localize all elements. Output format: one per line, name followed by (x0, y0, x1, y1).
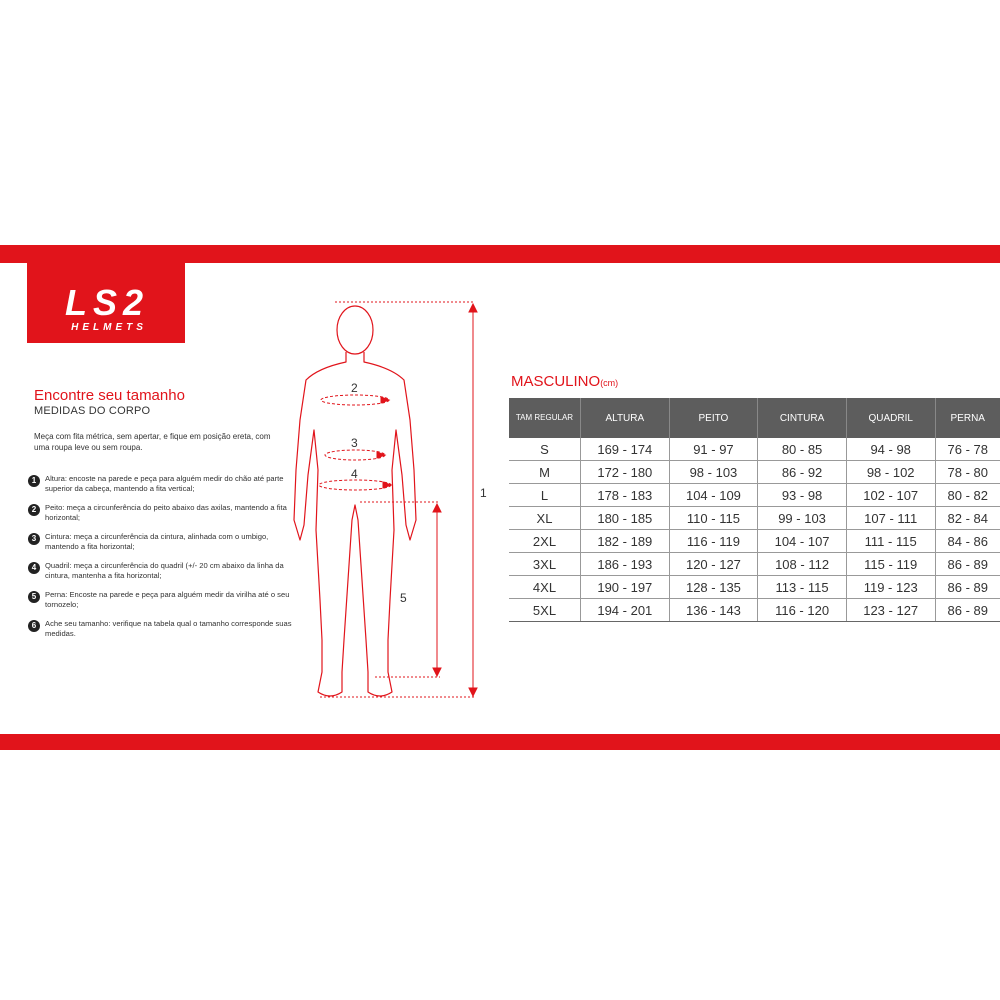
step-number: 5 (28, 591, 40, 603)
guide-title: Encontre seu tamanho (34, 387, 185, 404)
size-cell: S (509, 438, 581, 461)
size-cell: M (509, 461, 581, 484)
measurement-cell: 86 - 89 (935, 599, 1000, 622)
measurement-cell: 136 - 143 (669, 599, 758, 622)
measurement-cell: 180 - 185 (581, 507, 670, 530)
table-row (509, 553, 1000, 576)
waist-label: 3 (351, 436, 358, 450)
size-cell: 4XL (509, 576, 581, 599)
table-row (509, 461, 1000, 484)
size-cell: 5XL (509, 599, 581, 622)
step-text: Quadril: meça a circunferência do quadril (+/- 20 cm abaixo da linha da cintura, mantenha a fita horizontal; (45, 561, 284, 580)
measurement-cell: 128 - 135 (669, 576, 758, 599)
logo-subtext: HELMETS (71, 322, 147, 333)
step-item (28, 561, 293, 581)
col-header-waist: CINTURA (758, 398, 847, 438)
measurement-cell: 110 - 115 (669, 507, 758, 530)
hips-label: 4 (351, 467, 358, 481)
table-row (509, 530, 1000, 553)
guide-intro: Meça com fita métrica, sem apertar, e fique em posição ereta, com uma roupa leve ou sem roupa. (34, 432, 271, 452)
step-text: Perna: Encoste na parede e peça para alguém medir da virilha até o seu tornozelo; (45, 590, 290, 609)
body-measurement-figure (280, 290, 510, 715)
measurement-cell: 172 - 180 (581, 461, 670, 484)
measurement-cell: 116 - 120 (758, 599, 847, 622)
measurement-cell: 119 - 123 (846, 576, 935, 599)
size-cell: XL (509, 507, 581, 530)
table-unit: (cm) (600, 378, 619, 388)
col-header-leg: PERNA (935, 398, 1000, 438)
step-number: 6 (28, 620, 40, 632)
step-item (28, 619, 293, 639)
measurement-cell: 178 - 183 (581, 484, 670, 507)
measurement-cell: 98 - 102 (846, 461, 935, 484)
size-table (509, 398, 1000, 622)
size-cell: 3XL (509, 553, 581, 576)
table-row (509, 576, 1000, 599)
step-number: 4 (28, 562, 40, 574)
bottom-red-band (0, 734, 1000, 750)
measurement-cell: 104 - 107 (758, 530, 847, 553)
step-item (28, 590, 293, 610)
guide-subtitle: MEDIDAS DO CORPO (34, 405, 151, 417)
measurement-cell: 190 - 197 (581, 576, 670, 599)
measurement-cell: 98 - 103 (669, 461, 758, 484)
table-header-row (509, 398, 1000, 438)
chest-label: 2 (351, 381, 358, 395)
measurement-cell: 86 - 89 (935, 576, 1000, 599)
size-cell: 2XL (509, 530, 581, 553)
measurement-cell: 93 - 98 (758, 484, 847, 507)
measurement-cell: 120 - 127 (669, 553, 758, 576)
measurement-cell: 84 - 86 (935, 530, 1000, 553)
brand-logo (27, 263, 185, 343)
step-number: 2 (28, 504, 40, 516)
measurement-steps (28, 474, 293, 648)
step-number: 1 (28, 475, 40, 487)
table-title (511, 373, 618, 390)
table-row (509, 438, 1000, 461)
col-header-size: TAM REGULAR (509, 398, 581, 438)
step-text: Ache seu tamanho: verifique na tabela qual o tamanho corresponde suas medidas. (45, 619, 292, 638)
measurement-cell: 91 - 97 (669, 438, 758, 461)
measurement-cell: 108 - 112 (758, 553, 847, 576)
col-header-height: ALTURA (581, 398, 670, 438)
measurement-cell: 123 - 127 (846, 599, 935, 622)
measurement-cell: 113 - 115 (758, 576, 847, 599)
measurement-cell: 169 - 174 (581, 438, 670, 461)
measurement-cell: 78 - 80 (935, 461, 1000, 484)
measurement-cell: 186 - 193 (581, 553, 670, 576)
step-text: Cintura: meça a circunferência da cintura, alinhada com o umbigo, mantendo a fita horizontal; (45, 532, 269, 551)
measurement-cell: 80 - 85 (758, 438, 847, 461)
measurement-cell: 86 - 92 (758, 461, 847, 484)
measurement-cell: 99 - 103 (758, 507, 847, 530)
size-cell: L (509, 484, 581, 507)
measurement-cell: 182 - 189 (581, 530, 670, 553)
col-header-chest: PEITO (669, 398, 758, 438)
measurement-cell: 111 - 115 (846, 530, 935, 553)
top-red-band (0, 245, 1000, 263)
step-text: Altura: encoste na parede e peça para alguém medir do chão até parte superior da cabeça, mantendo a fita vertical; (45, 474, 284, 493)
measurement-cell: 115 - 119 (846, 553, 935, 576)
body-outline-icon (294, 306, 416, 696)
measurement-cell: 86 - 89 (935, 553, 1000, 576)
measurement-cell: 104 - 109 (669, 484, 758, 507)
table-row (509, 507, 1000, 530)
height-label: 1 (480, 486, 487, 500)
measurement-cell: 80 - 82 (935, 484, 1000, 507)
logo-text: LS2 (64, 282, 150, 323)
measurement-cell: 194 - 201 (581, 599, 670, 622)
measurement-cell: 94 - 98 (846, 438, 935, 461)
leg-label: 5 (400, 591, 407, 605)
measurement-cell: 107 - 111 (846, 507, 935, 530)
measurement-cell: 76 - 78 (935, 438, 1000, 461)
table-row (509, 599, 1000, 622)
step-item (28, 474, 293, 494)
col-header-hips: QUADRIL (846, 398, 935, 438)
measurement-cell: 116 - 119 (669, 530, 758, 553)
measurement-cell: 82 - 84 (935, 507, 1000, 530)
measurement-lines (319, 302, 477, 697)
measurement-cell: 102 - 107 (846, 484, 935, 507)
step-number: 3 (28, 533, 40, 545)
step-item (28, 503, 293, 523)
table-row (509, 484, 1000, 507)
step-text: Peito: meça a circunferência do peito abaixo das axilas, mantendo a fita horizontal; (45, 503, 287, 522)
table-title-text: MASCULINO (511, 373, 601, 390)
step-item (28, 532, 293, 552)
